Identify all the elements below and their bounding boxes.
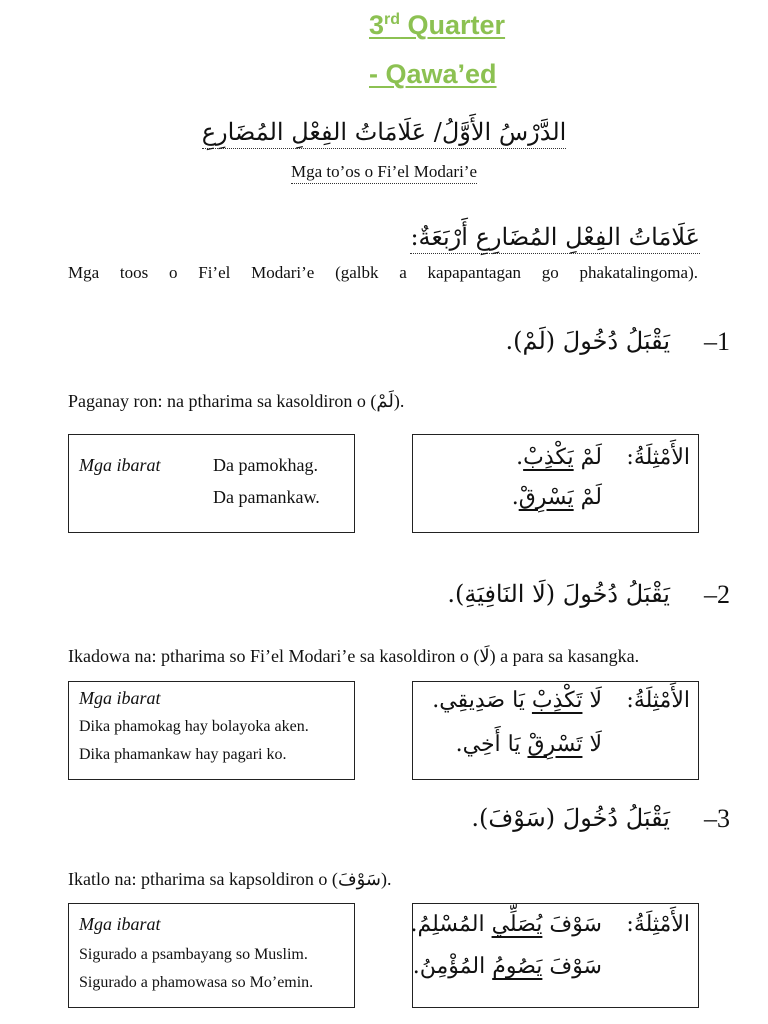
rule-2-explanation: Ikadowa na: ptharima so Fi’el Modari’e sa kasoldiron o (لَا) a para sa kasangka.	[68, 646, 640, 667]
rule-2-arabic: يَقْبَلُ دُخُولَ (لَا النَافِيَةِ).	[447, 580, 670, 608]
ibarat-line: Da pamankaw.	[213, 487, 320, 507]
rule-3-ibarat-box	[68, 903, 355, 1008]
ibarat-label: Mga ibarat	[79, 914, 161, 934]
example-line: لَمْ يَكْذِبْ.	[516, 445, 602, 470]
example-line: سَوْفَ يَصُومُ المُؤْمِنُ.	[412, 954, 602, 979]
ibarat-line: Dika phamokag hay bolayoka aken.	[79, 718, 309, 735]
rule-1-explanation: Paganay ron: na ptharima sa kasoldiron o (لَمْ).	[68, 391, 405, 412]
ibarat-label: Mga ibarat	[79, 455, 161, 475]
examples-label: الأَمْثِلَةُ:	[626, 688, 690, 713]
rule-3-explanation: Ikatlo na: ptharima sa kapsoldiron o (سَوْفَ).	[68, 869, 392, 890]
rule-2-examples-box	[412, 681, 699, 780]
rule-3-heading	[300, 804, 730, 840]
rule-3-number: –3	[704, 804, 730, 833]
rule-3-examples-box	[412, 903, 699, 1008]
rule-2-heading	[300, 580, 730, 616]
example-line: لَا تَسْرِقْ يَا أَخِي.	[455, 732, 602, 757]
lesson-arabic-title: الدَّرْسُ الأَوَّلُ/ عَلَامَاتُ الفِعْلِ المُضَارِعِ	[200, 118, 568, 146]
rule-1-number: –1	[704, 327, 730, 356]
example-line: لَمْ يَسْرِقْ.	[511, 485, 602, 510]
lesson-subtitle: Mga to’os o Fi’el Modari’e	[200, 162, 568, 182]
ibarat-label: Mga ibarat	[79, 688, 161, 708]
rule-1-examples-box	[412, 434, 699, 533]
rule-1-arabic: يَقْبَلُ دُخُولَ (لَمْ).	[505, 327, 670, 355]
rule-2-number: –2	[704, 580, 730, 609]
section-intro: Mga toos o Fi’el Modari’e (galbk a kapapantagan go phakatalingoma).	[68, 263, 698, 282]
ibarat-line: Sigurado a psambayang so Muslim.	[79, 946, 308, 963]
page-title-line2: - Qawa’ed	[369, 59, 497, 89]
ibarat-line: Sigurado a phamowasa so Mo’emin.	[79, 974, 314, 991]
rule-1-ibarat-box	[68, 434, 355, 533]
examples-label: الأَمْثِلَةُ:	[626, 912, 690, 937]
example-line: لَا تَكْذِبْ يَا صَدِيقِي.	[432, 688, 602, 713]
rule-2-ibarat-box	[68, 681, 355, 780]
page-title-line1: 3rd Quarter	[369, 10, 506, 40]
rule-3-arabic: يَقْبَلُ دُخُولَ (سَوْفَ).	[471, 804, 670, 832]
ibarat-line: Dika phamankaw hay pagari ko.	[79, 746, 287, 763]
ibarat-line: Da pamokhag.	[213, 455, 318, 475]
example-line: سَوْفَ يُصَلِّي المُسْلِمُ.	[410, 912, 602, 937]
section-arabic-heading: عَلَامَاتُ الفِعْلِ المُضَارِعِ أَرْبَعَةٌ:	[300, 223, 700, 251]
examples-label: الأَمْثِلَةُ:	[626, 445, 690, 470]
rule-1-heading	[300, 327, 730, 363]
